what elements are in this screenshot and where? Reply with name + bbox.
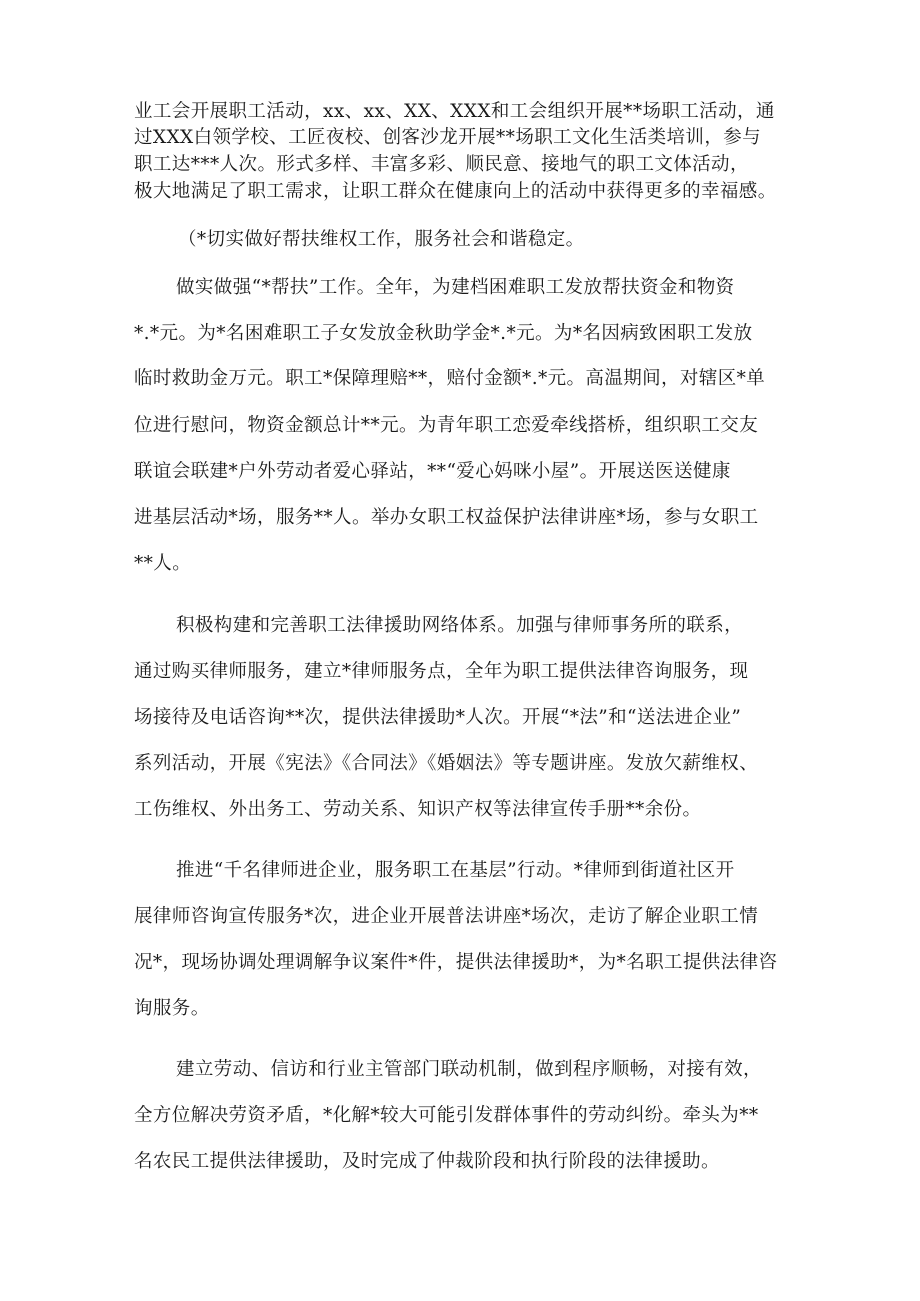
paragraph-line: 做实做强“*帮扶”工作。全年，为建档困难职工发放帮扶资金和物资 [176, 277, 735, 298]
paragraph-line: 职工达***人次。形式多样、丰富多彩、顺民意、接地气的职工文体活动， [134, 154, 749, 175]
section-heading: （*切实做好帮扶维权工作，服务社会和谐稳定。 [178, 229, 585, 250]
paragraph-line: 况*，现场协调处理调解争议案件*件，提供法律援助*，为*名职工提供法律咨 [134, 952, 778, 973]
paragraph-line: 系列活动，开展《宪法》《合同法》《婚姻法》等专题讲座。发放欠薪维权、 [134, 753, 759, 774]
paragraph-line: 工伤维权、外出务工、劳动关系、知识产权等法律宣传手册**余份。 [134, 799, 702, 820]
paragraph-line: 联谊会联建*户外劳动者爱心驿站，**“爱心妈咪小屋”。开展送医送健康 [134, 461, 731, 482]
paragraph-line: 展律师咨询宣传服务*次，进企业开展普法讲座*场次，走访了解企业职工情 [134, 906, 759, 927]
paragraph-line: 业工会开展职工活动，xx、xx、XX、XXX和工会组织开展**场职工活动，通 [134, 101, 775, 122]
paragraph-line: 询服务。 [134, 998, 210, 1019]
paragraph-line: 名农民工提供法律援助，及时完成了仲裁阶段和执行阶段的法律援助。 [134, 1151, 720, 1172]
paragraph-line: 过XXX白领学校、工匠夜校、创客沙龙开展**场职工文化生活类培训，参与 [134, 127, 762, 148]
paragraph-line: 极大地满足了职工需求，让职工群众在健康向上的活动中获得更多的幸福感。 [134, 181, 777, 202]
paragraph-line: 积极构建和完善职工法律援助网络体系。加强与律师事务所的联系， [176, 615, 744, 636]
paragraph-line: 位进行慰问，物资金额总计**元。为青年职工恋爱牵线搭桥，组织职工交友 [134, 415, 759, 436]
paragraph-line: **人。 [134, 553, 192, 574]
paragraph-line: 临时救助金万元。职工*保障理赔**，赔付金额*.*元。高温期间，对辖区*单 [134, 368, 766, 389]
paragraph-line: 进基层活动*场，服务**人。举办女职工权益保护法律讲座*场，参与女职工 [134, 507, 759, 528]
paragraph-line: *.*元。为*名困难职工子女发放金秋助学金*.*元。为*名因病致困职工发放 [134, 323, 753, 344]
paragraph-line: 通过购买律师服务，建立*律师服务点，全年为职工提供法律咨询服务，现 [134, 661, 749, 682]
paragraph-line: 推进“千名律师进企业，服务职工在基层”行动。*律师到街道社区开 [176, 860, 735, 881]
paragraph-line: 全方位解决劳资矛盾，*化解*较大可能引发群体事件的劳动纠纷。牵头为** [134, 1105, 759, 1126]
paragraph-line: 场接待及电话咨询**次，提供法律援助*人次。开展“*法”和“送法进企业” [134, 707, 742, 728]
paragraph-line: 建立劳动、信访和行业主管部门联动机制，做到程序顺畅，对接有效， [176, 1059, 762, 1080]
